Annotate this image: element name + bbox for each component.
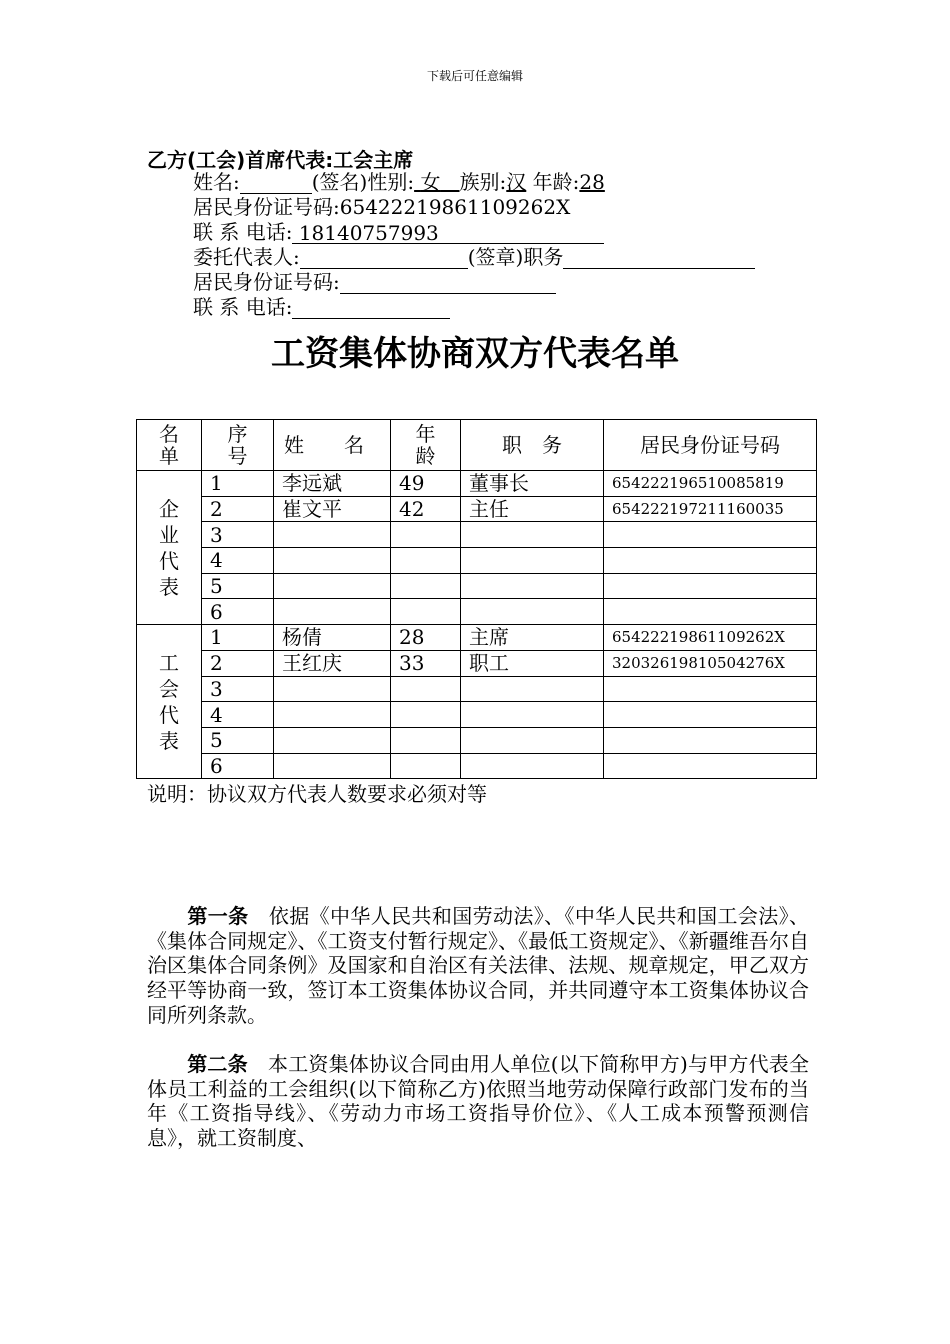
- seq-cell: 3: [202, 676, 274, 702]
- seq-cell: 6: [202, 753, 274, 779]
- main-title: 工资集体协商双方代表名单: [271, 334, 679, 374]
- id-cell: 65422219861109262X: [604, 625, 817, 651]
- gender-value: 女: [420, 170, 441, 194]
- name-label: 姓名:: [193, 170, 240, 194]
- representatives-table: [136, 419, 817, 779]
- position-cell: [461, 522, 604, 548]
- article-1-label: 第一条: [187, 904, 249, 928]
- age-cell: 33: [391, 650, 461, 676]
- name-cell: [274, 727, 391, 753]
- age-cell: [391, 599, 461, 625]
- position-cell: [461, 676, 604, 702]
- id-cell: [604, 573, 817, 599]
- seq-cell: 1: [202, 471, 274, 497]
- id-cell: [604, 676, 817, 702]
- seq-cell: 3: [202, 522, 274, 548]
- phone-value: 18140757993: [298, 221, 439, 245]
- party-b-id-line: [193, 195, 570, 219]
- seq-cell: 2: [202, 650, 274, 676]
- article-2: [147, 1052, 809, 1151]
- party-b-basic-line: [193, 170, 605, 194]
- table-row: [137, 702, 817, 728]
- id-label: 居民身份证号码:: [193, 195, 340, 219]
- delegate-label: 委托代表人:: [193, 245, 300, 269]
- delegate-line: [193, 245, 755, 269]
- position-cell: [461, 727, 604, 753]
- delegate-id-line: [193, 270, 556, 294]
- delegate-phone-blank: [292, 298, 450, 319]
- id-cell: [604, 753, 817, 779]
- delegate-phone-line: [193, 295, 450, 319]
- age-cell: [391, 676, 461, 702]
- table-row: [137, 753, 817, 779]
- name-cell: [274, 548, 391, 574]
- table-row: [137, 471, 817, 497]
- id-cell: [604, 522, 817, 548]
- name-cell: [274, 599, 391, 625]
- age-cell: [391, 573, 461, 599]
- position-cell: [461, 548, 604, 574]
- name-cell: [274, 522, 391, 548]
- header-position: 职 务: [461, 420, 604, 471]
- name-cell: [274, 573, 391, 599]
- delegate-blank: [300, 248, 468, 269]
- ethnicity-value: 汉: [506, 170, 527, 194]
- table-row: [137, 727, 817, 753]
- name-cell: [274, 676, 391, 702]
- delegate-phone-label: 联 系 电话:: [193, 295, 293, 319]
- seq-cell: 5: [202, 727, 274, 753]
- header-id: 居民身份证号码: [604, 420, 817, 471]
- id-cell: 654222197211160035: [604, 496, 817, 522]
- delegate-id-blank: [340, 273, 556, 294]
- seq-cell: 6: [202, 599, 274, 625]
- phone-label: 联 系 电话:: [193, 220, 293, 244]
- table-row: [137, 573, 817, 599]
- age-cell: [391, 548, 461, 574]
- position-cell: 职工: [461, 650, 604, 676]
- seal-label: (签章)职务: [467, 245, 564, 269]
- age-cell: [391, 522, 461, 548]
- id-cell: [604, 548, 817, 574]
- age-cell: 28: [391, 625, 461, 651]
- seq-cell: 5: [202, 573, 274, 599]
- table-row: [137, 599, 817, 625]
- age-cell: [391, 753, 461, 779]
- ethnicity-label: 族别:: [459, 170, 507, 194]
- name-cell: 王红庆: [274, 650, 391, 676]
- party-b-title: 乙方(工会)首席代表:工会主席: [147, 148, 414, 172]
- id-cell: [604, 702, 817, 728]
- position-cell: [461, 753, 604, 779]
- position-cell: 董事长: [461, 471, 604, 497]
- article-2-label: 第二条: [187, 1052, 248, 1076]
- id-cell: [604, 727, 817, 753]
- table-row: [137, 548, 817, 574]
- table-header-row: [137, 420, 817, 471]
- article-1-text: 依据《中华人民共和国劳动法》、《中华人民共和国工会法》、《集体合同规定》、《工资支付暂行规定》、《最低工资规定》、《新疆维吾尔自治区集体合同条例》及国家和自治区有关法律、法规、规章规定，甲乙双方经平等协商一致，签订本工资集体协议合同，并共同遵守本工资集体协议合同所列条款。: [147, 904, 809, 1027]
- delegate-id-label: 居民身份证号码:: [193, 270, 340, 294]
- article-2-text: 本工资集体协议合同由用人单位(以下简称甲方)与甲方代表全体员工利益的工会组织(以下简称乙方)依照当地劳动保障行政部门发布的当年《工资指导线》、《劳动力市场工资指导价位》、《人工成本预警预测信息》，就工资制度、: [147, 1052, 810, 1151]
- header-seq: 序 号: [202, 420, 274, 471]
- sign-label: (签名)性别:: [311, 170, 415, 194]
- name-cell: 崔文平: [274, 496, 391, 522]
- name-cell: [274, 702, 391, 728]
- age-cell: [391, 727, 461, 753]
- id-cell: 654222196510085819: [604, 471, 817, 497]
- party-b-phone-line: [193, 220, 604, 244]
- age-cell: 49: [391, 471, 461, 497]
- seq-cell: 1: [202, 625, 274, 651]
- seq-cell: 4: [202, 548, 274, 574]
- header-name: 姓 名: [274, 420, 391, 471]
- age-value: 28: [579, 170, 605, 194]
- header-note: 下载后可任意编辑: [426, 69, 523, 83]
- seq-cell: 4: [202, 702, 274, 728]
- table-row: [137, 650, 817, 676]
- position-cell: [461, 599, 604, 625]
- id-value: 65422219861109262X: [339, 195, 571, 219]
- position-cell: [461, 573, 604, 599]
- name-cell: 杨倩: [274, 625, 391, 651]
- union-group-label: 工 会 代 表: [137, 625, 202, 779]
- enterprise-group-label: 企 业 代 表: [137, 471, 202, 625]
- name-cell: [274, 753, 391, 779]
- table-note: 说明：协议双方代表人数要求必须对等: [147, 782, 487, 806]
- header-age: 年 龄: [391, 420, 461, 471]
- age-cell: 42: [391, 496, 461, 522]
- name-cell: 李远斌: [274, 471, 391, 497]
- age-label: 年龄:: [532, 170, 580, 194]
- table-row: [137, 625, 817, 651]
- age-cell: [391, 702, 461, 728]
- table-row: [137, 522, 817, 548]
- delegate-position-blank: [563, 248, 755, 269]
- seq-cell: 2: [202, 496, 274, 522]
- table-row: [137, 676, 817, 702]
- name-blank: [240, 173, 312, 194]
- position-cell: 主任: [461, 496, 604, 522]
- position-cell: [461, 702, 604, 728]
- table-row: [137, 496, 817, 522]
- position-cell: 主席: [461, 625, 604, 651]
- id-cell: [604, 599, 817, 625]
- phone-field: [292, 221, 604, 244]
- id-cell: 32032619810504276X: [604, 650, 817, 676]
- header-list: 名 单: [137, 420, 202, 471]
- article-1: [147, 904, 809, 1028]
